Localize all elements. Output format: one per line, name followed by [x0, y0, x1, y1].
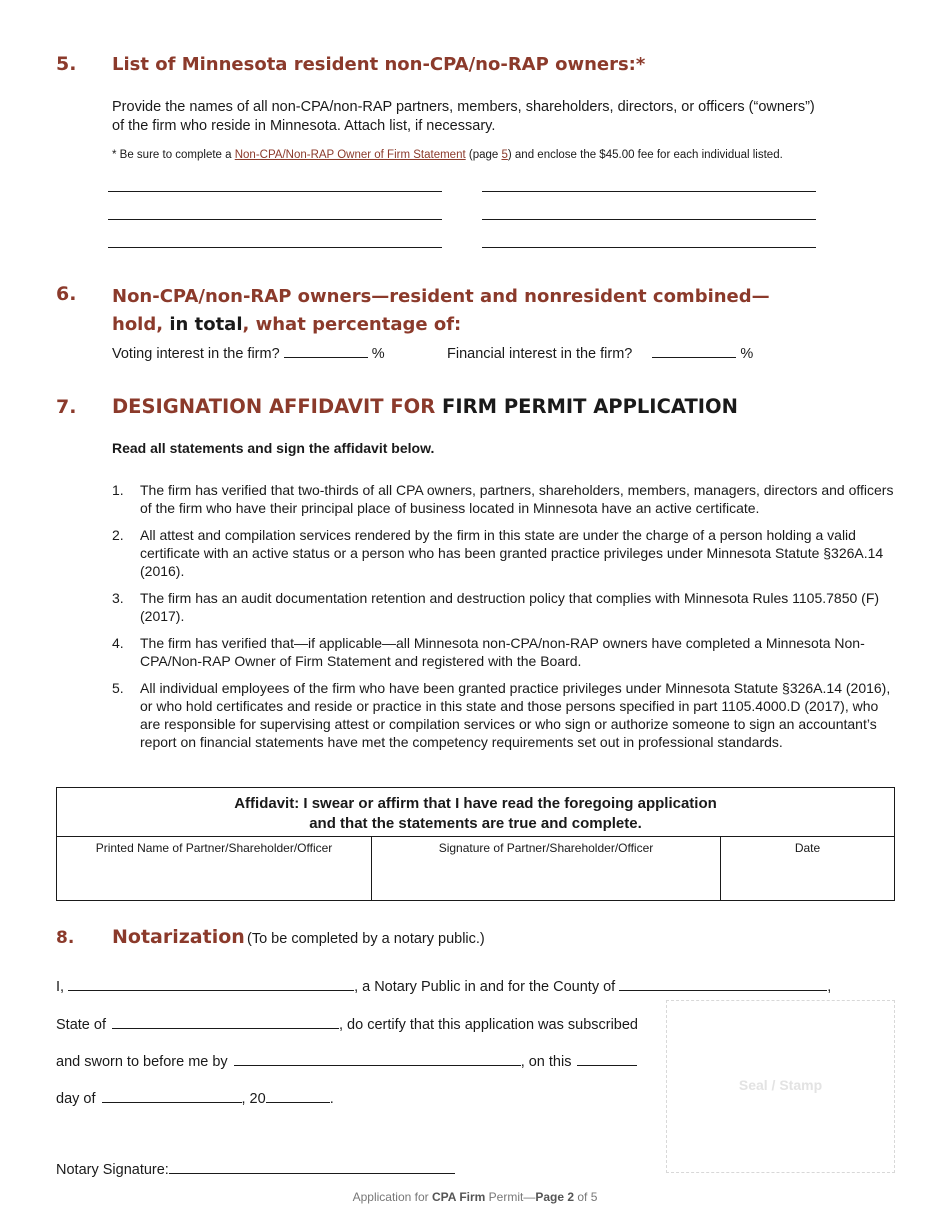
section-7-title-colored: DESIGNATION AFFIDAVIT FOR [112, 395, 443, 418]
footer-page-total: of 5 [574, 1190, 598, 1204]
statement-text: The firm has an audit documentation retention and destruction policy that complies with Minnesota Rules 1105.7850 (F) (2017). [140, 590, 880, 624]
statement-text: All attest and compilation services rendered by the firm in this state are under the charge of a person holding a valid certificate with an active status or a person who has been granted practice privileges under Minnesota Statute §326A.14 (2016). [140, 527, 884, 579]
printed-name-cell[interactable] [57, 837, 372, 901]
notary-signature-label: Notary Signature: [56, 1162, 169, 1178]
date-label: Date [794, 841, 821, 855]
section-6-number: 6. [56, 283, 77, 305]
sworn-by-field[interactable] [234, 1051, 521, 1066]
financial-interest-label: Financial interest in the firm? [447, 346, 633, 362]
year-prefix: , 20 [241, 1091, 266, 1107]
page-5-link[interactable]: 5 [501, 149, 508, 161]
signature-label: Signature of Partner/Shareholder/Officer [438, 841, 654, 855]
footer-cpa-firm: CPA Firm [431, 1190, 486, 1204]
statement-number: 4. [112, 635, 124, 651]
notary-row-1 [56, 976, 831, 995]
affidavit-table [56, 787, 895, 901]
row1-comma: , [827, 979, 832, 995]
notary-county-label: , a Notary Public in and for the County of [354, 979, 616, 995]
section-6-title-line1: Non-CPA/non-RAP owners—resident and nonresident combined— [112, 286, 770, 307]
section-5-description-line1: Provide the names of all non-CPA/non-RAP partners, members, shareholders, directors, or officers (“owners”) [112, 99, 815, 115]
date-cell[interactable] [721, 837, 895, 901]
statement-item [112, 481, 902, 517]
financial-interest-row [447, 343, 753, 364]
footer-permit: Permit— [485, 1190, 536, 1204]
affidavit-instruction: Read all statements and sign the affidavit below. [112, 440, 435, 456]
section-7-number: 7. [56, 396, 77, 418]
voting-interest-label: Voting interest in the firm? [112, 346, 280, 362]
sworn-by-label: and sworn to before me by [56, 1054, 228, 1070]
title-in-total: in total [169, 314, 243, 335]
page-footer [0, 1190, 950, 1204]
notary-signature-row [56, 1159, 455, 1178]
note-suffix: ) and enclose the $45.00 fee for each individual listed. [507, 149, 783, 161]
section-8-title: Notarization [112, 926, 245, 948]
notary-row-3 [56, 1051, 637, 1070]
section-5-number: 5. [56, 53, 77, 75]
section-5-title: List of Minnesota resident non-CPA/no-RAP owners:* [112, 54, 646, 75]
day-number-field[interactable] [577, 1051, 637, 1066]
statement-number: 5. [112, 680, 124, 696]
statement-item [112, 634, 902, 670]
statement-item [112, 526, 902, 580]
affidavit-line-1: Affidavit: I swear or affirm that I have read the foregoing application [234, 795, 717, 812]
owner-name-line-6[interactable] [482, 247, 816, 248]
signature-cell[interactable] [372, 837, 721, 901]
statement-number: 1. [112, 482, 124, 498]
section-5-description-line2: of the firm who reside in Minnesota. Attach list, if necessary. [112, 118, 496, 134]
section-6-title [112, 283, 770, 339]
footer-prefix: Application for [352, 1190, 432, 1204]
section-7-title [112, 395, 738, 418]
footer-page-number: Page 2 [535, 1190, 575, 1204]
section-8-subtitle: (To be completed by a notary public.) [247, 931, 485, 947]
owner-name-line-1[interactable] [108, 191, 442, 192]
statement-text: The firm has verified that—if applicable—all Minnesota non-CPA/non-RAP owners have completed a Minnesota Non-CPA/Non-RAP Owner of Firm Statement and registered with the Board. [140, 635, 865, 669]
section-8-number: 8. [56, 928, 75, 948]
state-field[interactable] [112, 1014, 339, 1029]
voting-interest-field[interactable] [284, 343, 368, 358]
notary-name-field[interactable] [68, 976, 354, 991]
printed-name-label: Printed Name of Partner/Shareholder/Officer [95, 841, 333, 855]
affidavit-line-2: and that the statements are true and complete. [309, 815, 642, 832]
note-prefix: * Be sure to complete a [112, 149, 235, 161]
statement-item [112, 679, 902, 751]
year-field[interactable] [266, 1088, 330, 1103]
statement-item [112, 589, 902, 625]
certify-text: , do certify that this application was subscribed [338, 1017, 638, 1033]
voting-percent-sign: % [371, 346, 385, 362]
seal-stamp-box [666, 1000, 895, 1173]
state-label: State of [56, 1017, 106, 1033]
month-field[interactable] [102, 1088, 242, 1103]
row4-period: . [329, 1091, 334, 1107]
statement-number: 3. [112, 590, 124, 606]
financial-interest-field[interactable] [652, 343, 736, 358]
county-field[interactable] [619, 976, 827, 991]
owner-name-line-2[interactable] [482, 191, 816, 192]
notary-row-2 [56, 1014, 638, 1033]
seal-stamp-label: Seal / Stamp [738, 1077, 823, 1093]
section-5-description [112, 98, 912, 136]
statement-number: 2. [112, 527, 124, 543]
affidavit-statement [57, 788, 895, 837]
title-hold: hold, [112, 314, 170, 335]
affidavit-statements [112, 481, 902, 760]
section-6-title-line2 [112, 311, 770, 339]
statement-text: All individual employees of the firm who have been granted practice privileges under Minnesota Statute §326A.14 (2016), or who hold certificates and reside or practice in this state and those persons specified in part 1105.4000.D (2017), who are responsible for supervising attest or compilation services or who sign or authorize someone to sign an accountant’s report on financial statements have met the competency requirements set out in professional standards. [140, 680, 891, 750]
section-5-note [112, 149, 783, 161]
owner-name-line-5[interactable] [108, 247, 442, 248]
financial-percent-sign: % [740, 346, 754, 362]
owner-statement-link[interactable]: Non-CPA/Non-RAP Owner of Firm Statement [234, 149, 466, 161]
voting-interest-row [112, 343, 385, 364]
day-of-label: day of [56, 1091, 96, 1107]
section-7-title-dark: FIRM PERMIT APPLICATION [442, 395, 738, 418]
statement-text: The firm has verified that two-thirds of all CPA owners, partners, shareholders, members, managers, directors and officers of the firm who have their principal place of business located in Minnesota have an active certificate. [140, 482, 894, 516]
title-rest: , what percentage of: [242, 314, 462, 335]
note-mid: (page [465, 149, 502, 161]
owner-name-line-4[interactable] [482, 219, 816, 220]
notary-i-label: I, [56, 979, 65, 995]
on-this-label: , on this [520, 1054, 572, 1070]
owner-name-line-3[interactable] [108, 219, 442, 220]
notary-row-4 [56, 1088, 334, 1107]
notary-signature-field[interactable] [169, 1159, 455, 1174]
